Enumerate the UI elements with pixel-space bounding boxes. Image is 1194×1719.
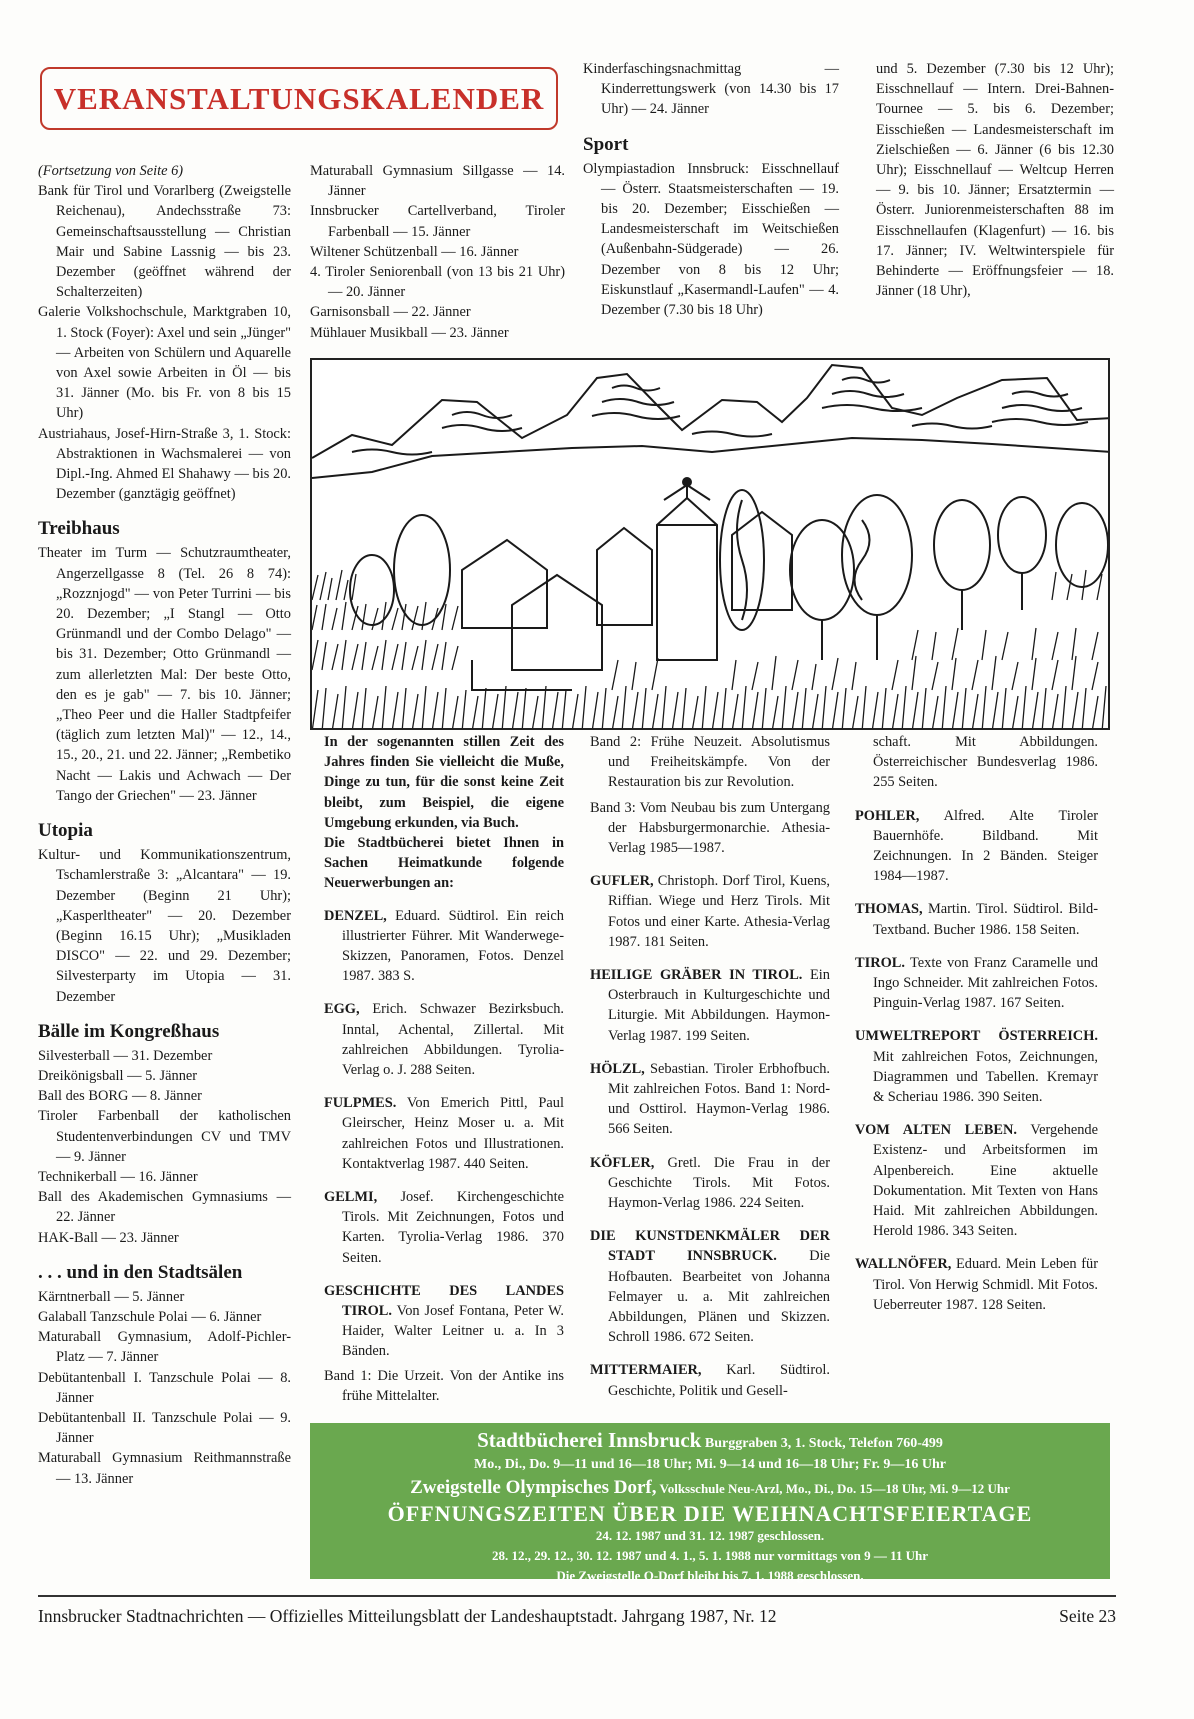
book-entry — [590, 871, 830, 952]
holiday-line: 28. 12., 29. 12., 30. 12. 1987 und 4. 1., 5. 1. 1988 nur vormittags von 9 — 11 Uhr — [491, 1548, 928, 1563]
book-entry — [855, 1026, 1098, 1107]
ball-entry: Silvesterball — 31. Dezember — [38, 1047, 213, 1064]
book-entry — [590, 1226, 830, 1347]
ball-entry: Innsbrucker Cartellverband, Tiroler Farbenball — 15. Jänner — [310, 203, 565, 240]
sport-entry: Olympiastadion Innsbruck: Eisschnellauf — Österr. Staatsmeisterschaften — 19. bis 20. Dezember; Eisschießen — Landesmeisterschaft im Weitschießen (Außenbahn-Südgerade) — 26. Dezember von 8 bis 12 Uhr; Eiskunstlauf „Kasermandl-Laufen" — 4. Dezember (7.30 bis 18 Uhr) — [583, 160, 839, 319]
library-name-line — [310, 1429, 1110, 1455]
book-entry — [324, 999, 564, 1080]
book-details: Vergehende Existenz- und Arbeitsformen im Alpenbereich. Eine aktuelle Dokumentation. Mit Texten von Hans Haid. Mit zahlreichen Abbildungen. Herold 1986. 343 Seiten. — [873, 1122, 1098, 1240]
section-heading-utopia: Utopia — [38, 820, 93, 842]
exhibition-entry: Bank für Tirol und Vorarlberg (Zweigstelle Reichenau), Andechsstraße 73: Gemeinschaftsausstellung — Christian Mair und Sabine Lassnig — bis 23. Dezember (geöffnet während der Schalterzeiten) — [38, 183, 291, 301]
book-author: VOM ALTEN LEBEN. — [855, 1122, 1017, 1139]
drawing-svg — [312, 360, 1110, 730]
book-author: GELMI, — [324, 1189, 378, 1206]
column-4 — [858, 59, 1114, 301]
book-author: FULPMES. — [324, 1095, 397, 1112]
book-details: Ein Osterbrauch in Kulturgeschichte und Liturgie. Mit Abbildungen. Haymon-Verlag 1987. 199 Seiten. — [608, 967, 830, 1044]
book-details: Von Emerich Pittl, Paul Gleirscher, Heinz Moser u. a. Mit zahlreichen Fotos und Illustrationen. Kontaktverlag 1987. 440 Seiten. — [342, 1095, 564, 1172]
footer-rule — [38, 1595, 1116, 1597]
book-entry — [324, 906, 564, 987]
ball-entry: Debütantenball I. Tanzschule Polai — 8. Jänner — [38, 1369, 291, 1406]
village-mountain-drawing — [310, 358, 1110, 730]
book-author: HEILIGE GRÄBER IN TIROL. — [590, 967, 803, 984]
book-volume: Band 1: Die Urzeit. Von der Antike ins frühe Mittelalter. — [324, 1367, 564, 1404]
ball-entry: Galaball Tanzschule Polai — 6. Jänner — [38, 1308, 262, 1325]
book-details: Alfred. Alte Tiroler Bauernhöfe. Bildband. Mit Zeichnungen. In 2 Bänden. Steiger 1984—1987. — [873, 807, 1098, 885]
ball-entry: Ball des Akademischen Gymnasiums — 22. Jänner — [38, 1189, 291, 1226]
sport-entry-continued: und 5. Dezember (7.30 bis 12 Uhr); Eisschnellauf — Intern. Drei-Bahnen-Tournee — 5. bis 6. Dezember; Eisschießen — Landesmeisterschaft im Zielschießen — 6. Jänner (6 bis 12.30 Uhr); Eisschnellauf — Weltcup Herren — 9. bis 10. Jänner; Ersatztermin — Österr. Juniorenmeisterschaften 88 im Eisschnellaufen (Klagenfurt) — 16. bis 17. Jänner; IV. Weltwinterspiele für Behinderte — Eröffnungsfeier — 18. Jänner (18 Uhr), — [876, 61, 1114, 300]
book-details: Eduard. Südtirol. Ein reich illustrierter Führer. Mit Wanderwege-Skizzen, Panoramen, Fotos. Denzel 1987. 383 S. — [342, 907, 564, 985]
holiday-hours-headline: ÖFFNUNGSZEITEN ÜBER DIE WEIHNACHTSFEIERTAGE — [387, 1501, 1033, 1526]
book-author: TIROL. — [855, 954, 905, 971]
book-entry — [590, 1059, 830, 1140]
footer-publication: Innsbrucker Stadtnachrichten — Offizielles Mitteilungsblatt der Landeshauptstadt. Jahrgang 1987, Nr. 12 — [38, 1606, 777, 1626]
book-author: MITTERMAIER, — [590, 1362, 702, 1379]
books-intro: Die Stadtbücherei bietet Ihnen in Sachen Heimatkunde folgende Neuerwerbungen an: — [324, 835, 564, 892]
book-entry — [590, 965, 830, 1046]
calendar-title: VERANSTALTUNGSKALENDER — [53, 80, 545, 116]
book-author: GESCHICHTE DES LANDES TIROL. — [324, 1282, 564, 1320]
book-author: EGG, — [324, 1001, 360, 1018]
book-volume: Band 2: Frühe Neuzeit. Absolutismus und Freiheitskämpfe. Von der Restauration bis zur Revolution. — [590, 734, 830, 791]
library-name: Stadtbücherei Innsbruck — [477, 1428, 702, 1452]
book-details: Karl. Südtirol. Geschichte, Politik und Gesell- — [608, 1362, 830, 1399]
book-author: DIE KUNSTDENKMÄLER DER STADT INNSBRUCK. — [590, 1228, 830, 1265]
branch-line — [310, 1475, 1110, 1501]
ball-entry: Ball des BORG — 8. Jänner — [38, 1088, 202, 1105]
books-column-b — [590, 732, 830, 1414]
book-details: Texte von Franz Caramelle und Ingo Schneider. Mit zahlreichen Fotos. Pinguin-Verlag 1987. 167 Seiten. — [873, 954, 1098, 1012]
utopia-entry: Kultur- und Kommunikationszentrum, Tschamlerstraße 3: „Alcantara" — 19. Dezember (Beginn 21 Uhr); „Kasperltheater" — 20. Dezember (Beginn 16.15 Uhr); „Musikladen DISCO" — 22. und 29. Dezember; Silvesterparty im Utopia — 31. Dezember — [38, 847, 291, 1005]
book-details: Gretl. Die Frau in der Geschichte Tirols. Mit Fotos. Haymon-Verlag 1986. 224 Seiten. — [608, 1154, 830, 1212]
ball-entry: Maturaball Gymnasium Sillgasse — 14. Jänner — [310, 163, 565, 200]
book-author: POHLER, — [855, 807, 920, 824]
book-details: Eduard. Mein Leben für Tirol. Von Herwig Schmidl. Mit Fotos. Ueberreuter 1987. 128 Seiten. — [873, 1256, 1098, 1313]
book-details: Sebastian. Tiroler Erbhofbuch. Mit zahlreichen Fotos. Band 1: Nord- und Osttirol. Haymon-Verlag 1986. 566 Seiten. — [608, 1060, 830, 1138]
book-author: KÖFLER, — [590, 1154, 655, 1171]
ball-entry: Technikerball — 16. Jänner — [38, 1168, 198, 1185]
book-author: WALLNÖFER, — [855, 1256, 952, 1273]
ball-entry: Wiltener Schützenball — 16. Jänner — [310, 243, 519, 260]
treibhaus-entry: Theater im Turm — Schutzraumtheater, Angerzellgasse 8 (Tel. 26 8 74): „Rozznjogd" — von Peter Turrini — bis 20. Dezember; „I Stangl — Otto Grünmandl und der Combo Delago" — bis 31. Dezember; Otto Grünmandl — zum allerletzten Mal: Der beste Otto, den es je gab" — 7. bis 10. Jänner; „Theo Peer und die Haller Stadtpfeifer (täglich zum letzten Mal)" — 12., 14., 15., 20., 21. und 22. Jänner; „Rembetiko Nacht — Lakis und Achwach — Der Tango der Griechen" — 23. Jänner — [38, 545, 291, 804]
books-column-c — [855, 732, 1098, 1328]
column-2 — [310, 161, 565, 343]
page-number: Seite 23 — [1059, 1606, 1116, 1626]
section-heading-treibhaus: Treibhaus — [38, 518, 120, 540]
ball-entry: Debütantenball II. Tanzschule Polai — 9. Jänner — [38, 1409, 291, 1447]
ball-entry: Kärntnerball — 5. Jänner — [38, 1288, 185, 1305]
book-entry — [590, 1360, 830, 1400]
holiday-line: Die Zweigstelle O-Dorf bleibt bis 7. 1. 1988 geschlossen. — [556, 1568, 864, 1583]
branch-name: Zweigstelle Olympisches Dorf, — [410, 1477, 657, 1498]
calendar-banner — [40, 67, 558, 130]
book-author: THOMAS, — [855, 901, 923, 918]
column-1 — [38, 161, 291, 1489]
branch-address: Volksschule Neu-Arzl, Mo., Di., Do. 15—18 Uhr, Mi. 9—12 Uhr — [656, 1481, 1010, 1496]
book-entry-continued: schaft. Mit Abbildungen. Österreichischer Bundesverlag 1986. 255 Seiten. — [873, 734, 1098, 791]
ball-entry: HAK-Ball — 23. Jänner — [38, 1229, 179, 1246]
ball-entry: Maturaball Gymnasium, Adolf-Pichler-Platz — 7. Jänner — [38, 1329, 291, 1366]
book-entry — [855, 953, 1098, 1014]
holiday-line: 24. 12. 1987 und 31. 12. 1987 geschlossen. — [595, 1528, 825, 1543]
ball-entry: Tiroler Farbenball der katholischen Studentenverbindungen CV und TMV — 9. Jänner — [38, 1108, 291, 1165]
book-details: Erich. Schwazer Bezirksbuch. Inntal, Achental, Zillertal. Mit zahlreichen Abbildungen. Tyrolia-Verlag o. J. 288 Seiten. — [342, 1001, 564, 1079]
section-heading-baelle: Bälle im Kongreßhaus — [38, 1020, 220, 1042]
section-heading-sport: Sport — [583, 133, 629, 155]
column-3 — [583, 59, 839, 320]
library-hours-box — [310, 1423, 1110, 1583]
book-volume: Band 3: Vom Neubau bis zum Untergang der Habsburgermonarchie. Athesia-Verlag 1985—1987. — [590, 799, 830, 857]
book-details: Martin. Tirol. Südtirol. Bild-Textband. Bucher 1986. 158 Seiten. — [873, 901, 1098, 938]
book-entry — [590, 1153, 830, 1214]
book-entry — [855, 1120, 1098, 1241]
library-address: Burggraben 3, 1. Stock, Telefon 760-499 — [701, 1436, 943, 1451]
book-details: Josef. Kirchengeschichte Tirols. Mit Zeichnungen, Fotos und Karten. Tyrolia-Verlag 1986. 370 Seiten. — [342, 1189, 564, 1266]
book-details: Die Hofbauten. Bearbeitet von Johanna Felmayer u. a. Mit zahlreichen Abbildungen, Plänen und Skizzen. Schroll 1986. 672 Seiten. — [608, 1248, 830, 1346]
book-entry — [324, 1093, 564, 1174]
exhibition-entry: Galerie Volkshochschule, Marktgraben 10, 1. Stock (Foyer): Axel und sein „Jünger" — Arbeiten von Schülern und Aquarelle von Axel sowie Arbeiten in Öl — bis 31. Jänner (Mo. bis Fr. von 8 bis 15 Uhr) — [38, 304, 291, 422]
books-column-a — [324, 732, 564, 1419]
ball-entry: 4. Tiroler Seniorenball (von 13 bis 21 Uhr) — 20. Jänner — [310, 264, 565, 301]
ball-entry: Dreikönigsball — 5. Jänner — [38, 1067, 198, 1084]
book-author: UMWELTREPORT ÖSTERREICH. — [855, 1028, 1098, 1045]
library-hours: Mo., Di., Do. 9—11 und 16—18 Uhr; Mi. 9—14 und 16—18 Uhr; Fr. 9—16 Uhr — [473, 1457, 946, 1472]
book-entry — [324, 1281, 564, 1362]
continuation-note: (Fortsetzung von Seite 6) — [38, 163, 184, 179]
book-details: Christoph. Dorf Tirol, Kuens, Riffian. Wiege und Herz Tirols. Mit Fotos und einer Karte. Athesia-Verlag 1987. 181 Seiten. — [608, 873, 830, 950]
book-author: GUFLER, — [590, 873, 654, 890]
books-intro: In der sogenannten stillen Zeit des Jahres finden Sie vielleicht die Muße, Dinge zu tun, für die sonst keine Zeit bleibt, zum Beispiel, die eigene Umgebung erkunden, via Buch. — [324, 734, 564, 831]
ball-entry: Mühlauer Musikball — 23. Jänner — [310, 324, 509, 341]
ball-entry: Garnisonsball — 22. Jänner — [310, 304, 471, 321]
book-author: DENZEL, — [324, 907, 387, 924]
book-entry — [855, 1254, 1098, 1315]
book-entry — [324, 1187, 564, 1268]
ball-entry: Maturaball Gymnasium Reithmannstraße — 13. Jänner — [38, 1450, 291, 1487]
book-details: Mit zahlreichen Fotos, Zeichnungen, Diagrammen und Tabellen. Kremayr & Scheriau 1986. 390 Seiten. — [873, 1048, 1098, 1106]
event-entry: Kinderfaschingsnachmittag — Kinderrettungswerk (von 14.30 bis 17 Uhr) — 24. Jänner — [583, 61, 839, 118]
section-heading-stadtsaele: . . . und in den Stadtsälen — [38, 1261, 243, 1283]
exhibition-entry: Austriahaus, Josef-Hirn-Straße 3, 1. Stock: Abstraktionen in Wachsmalerei — von Dipl.-Ing. Ahmed El Shahawy — bis 20. Dezember (ganztägig geöffnet) — [38, 425, 291, 503]
book-author: HÖLZL, — [590, 1060, 645, 1077]
book-entry — [855, 899, 1098, 939]
book-details: Von Josef Fontana, Peter W. Haider, Walter Leitner u. a. In 3 Bänden. — [342, 1303, 564, 1360]
book-entry — [855, 806, 1098, 887]
